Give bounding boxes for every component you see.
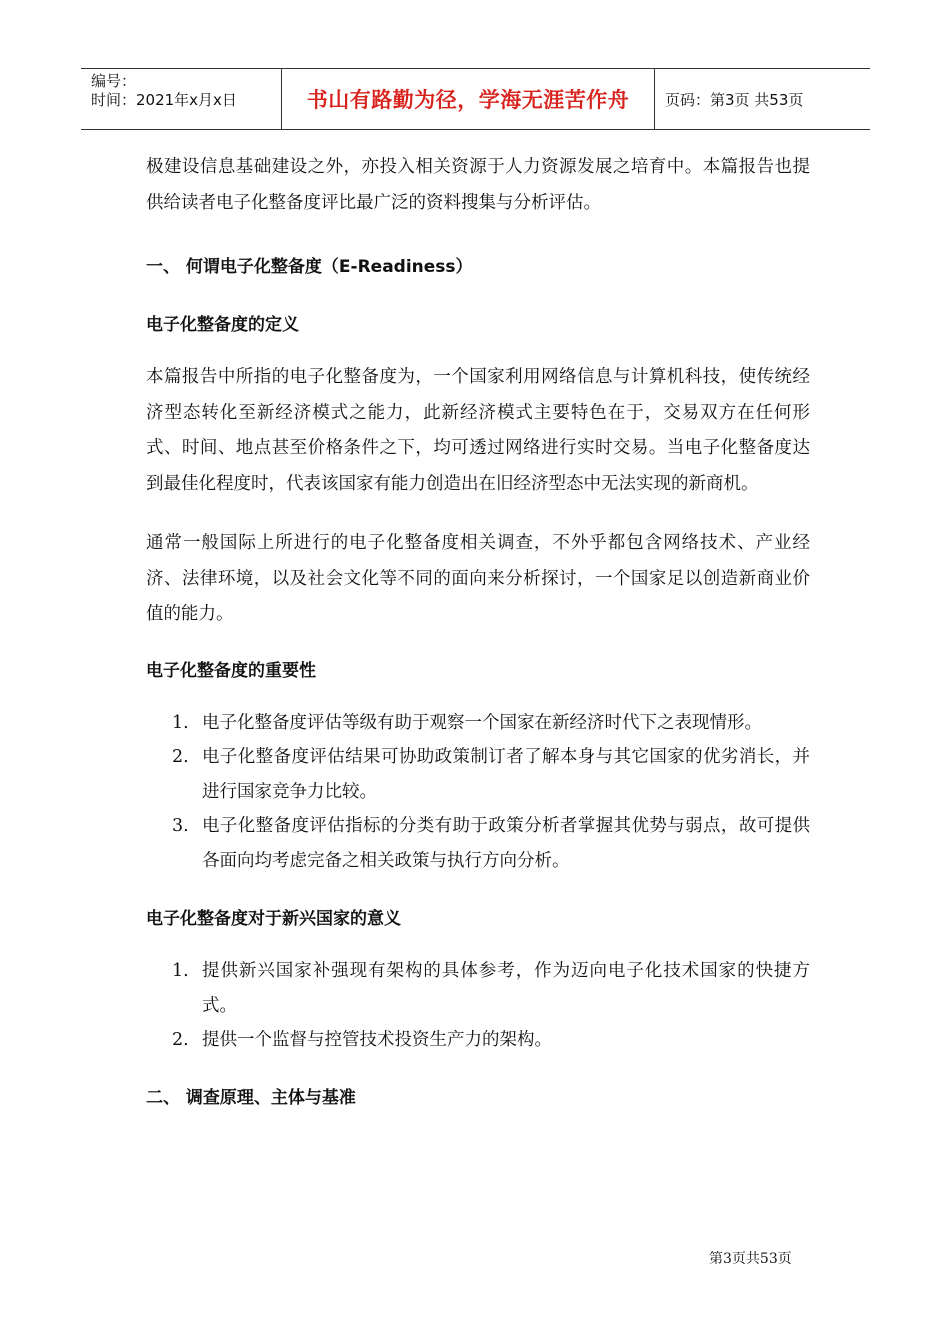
definition-paragraph-1: 本篇报告中所指的电子化整备度为，一个国家利用网络信息与计算机科技，使传统经济型态转化至新经济模式之能力，此新经济模式主要特色在于，交易双方在任何形式、时间、地点甚至价格条件之下，均可透过网络进行实时交易。当电子化整备度达到最佳化程度时，代表该国家有能力创造出在旧经济型态中无法实现的新商机。 — [146, 367, 810, 494]
section1-title: 一、 何谓电子化整备度（E-Readiness） — [146, 257, 473, 277]
section2-title: 二、 调查原理、主体与基准 — [146, 1087, 356, 1108]
number-label: 编号： — [91, 72, 137, 90]
list-item-text: 电子化整备度评估等级有助于观察一个国家在新经济时代下之表现情形。 — [202, 712, 762, 733]
emerging-heading: 电子化整备度对于新兴国家的意义 — [146, 909, 401, 929]
importance-list — [146, 706, 810, 879]
list-item — [146, 1023, 810, 1058]
list-item-text: 电子化整备度评估指标的分类有助于政策分析者掌握其优势与弱点，故可提供各面向均考虑完备之相关政策与执行方向分析。 — [202, 816, 810, 871]
list-item — [146, 706, 810, 741]
list-item — [146, 954, 810, 1023]
list-item — [146, 740, 810, 809]
page-header — [81, 68, 870, 130]
definition-heading: 电子化整备度的定义 — [146, 315, 299, 335]
list-item-number: 2. — [172, 747, 189, 767]
list-item-number: 3. — [172, 816, 189, 836]
page-footer: 第3页共53页 — [709, 1251, 792, 1267]
header-meta — [81, 69, 282, 129]
list-item-number: 1. — [172, 961, 189, 981]
list-item-text: 电子化整备度评估结果可协助政策制订者了解本身与其它国家的优劣消长，并进行国家竞争力比较。 — [202, 747, 810, 802]
header-motto: 书山有路勤为径，学海无涯苦作舟 — [282, 69, 655, 129]
definition-paragraph-2: 通常一般国际上所进行的电子化整备度相关调查，不外乎都包含网络技术、产业经济、法律环境，以及社会文化等不同的面向来分析探讨，一个国家足以创造新商业价值的能力。 — [146, 533, 810, 624]
document-body — [146, 150, 810, 1113]
time-label: 时间：2021年x月x日 — [91, 91, 237, 109]
list-item-text: 提供新兴国家补强现有架构的具体参考，作为迈向电子化技术国家的快捷方式。 — [202, 961, 810, 1016]
importance-heading: 电子化整备度的重要性 — [146, 660, 316, 681]
intro-paragraph: 极建设信息基础建设之外，亦投入相关资源于人力资源发展之培育中。本篇报告也提供给读者电子化整备度评比最广泛的资料搜集与分析评估。 — [146, 157, 810, 213]
emerging-list — [146, 954, 810, 1058]
list-item — [146, 809, 810, 878]
header-page-label: 页码：第3页 共53页 — [665, 90, 804, 109]
list-item-number: 1. — [172, 712, 189, 733]
list-item-number: 2. — [172, 1030, 189, 1050]
list-item-text: 提供一个监督与控管技术投资生产力的架构。 — [202, 1030, 552, 1050]
